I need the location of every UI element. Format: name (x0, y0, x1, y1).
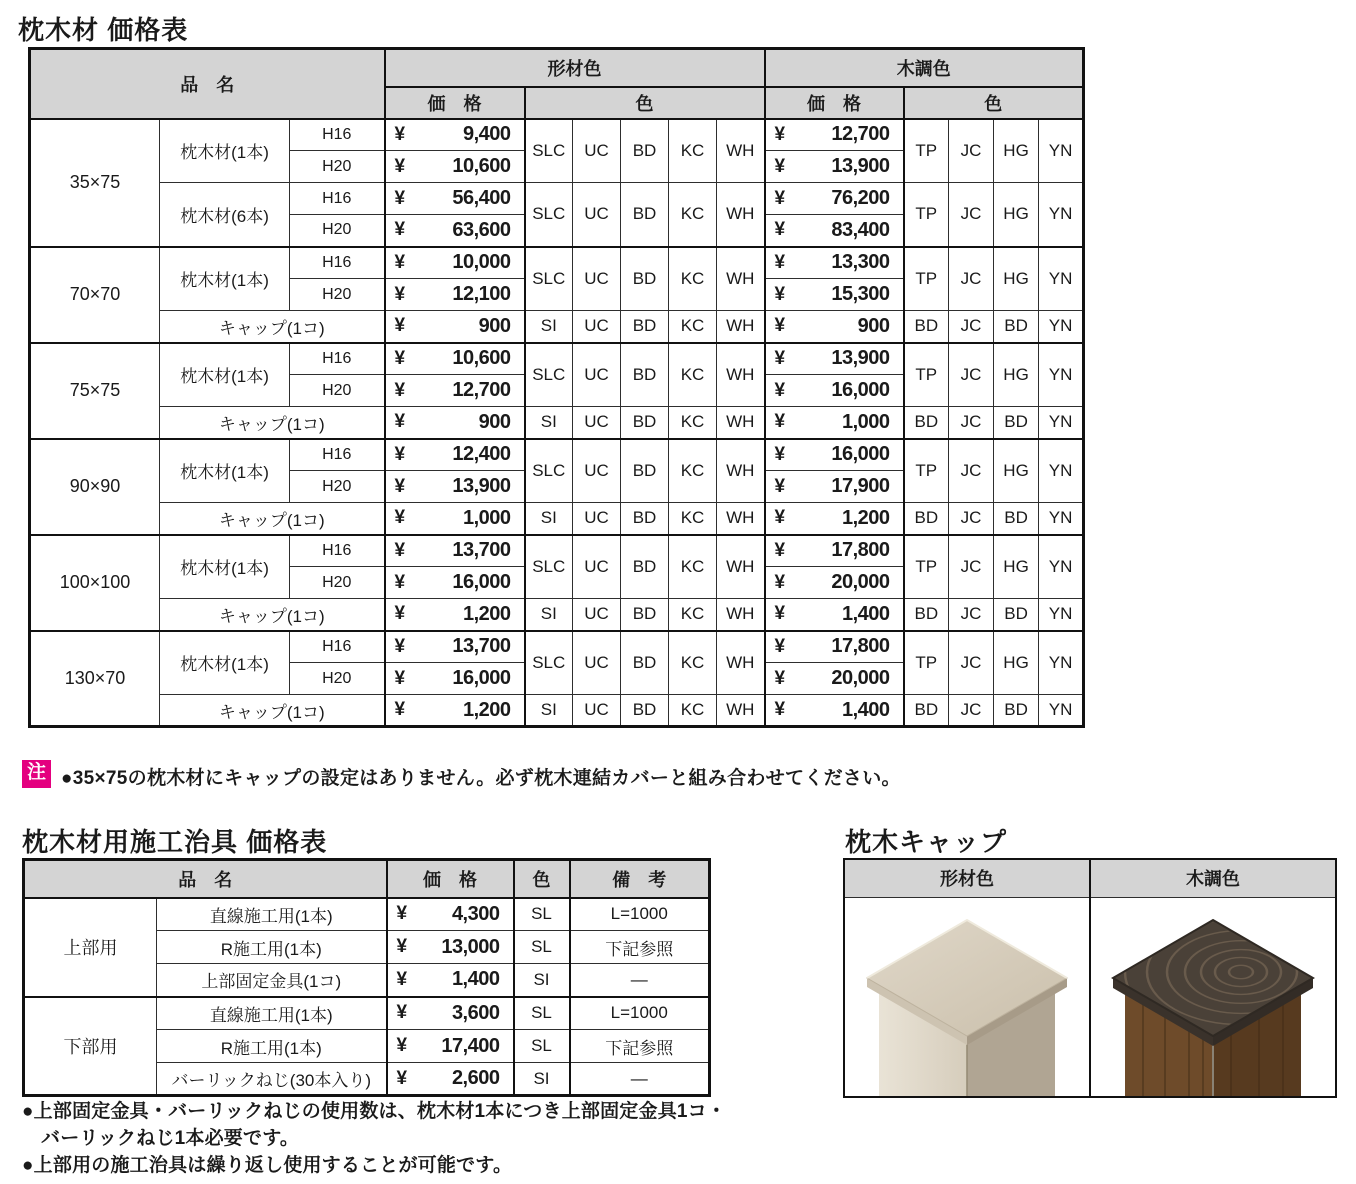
color-code-cell: JC (949, 407, 994, 439)
cap-name-cell: キャップ(1コ) (160, 695, 385, 727)
color-code-cell: TP (904, 119, 949, 183)
color-code-cell: SLC (525, 535, 573, 599)
price-cell: ¥ 12,700 (385, 375, 525, 407)
color-code-cell: BD (621, 343, 669, 407)
yen-symbol: ¥ (774, 507, 786, 529)
price-cell: ¥ 16,000 (385, 567, 525, 599)
yen-symbol: ¥ (774, 699, 786, 720)
color-code-cell: HG (994, 439, 1039, 503)
height-cell: H16 (290, 183, 385, 215)
color-code-cell: KC (669, 311, 717, 343)
color-code-cell: SI (525, 599, 573, 631)
color-code-cell: SL (514, 1030, 570, 1063)
price-cell: ¥ 17,900 (765, 471, 904, 503)
color-code-cell: SLC (525, 247, 573, 311)
product-name-cell: 枕木材(1本) (160, 631, 290, 695)
color-code-cell: SI (525, 407, 573, 439)
color-code-cell: KC (669, 439, 717, 503)
yen-symbol: ¥ (394, 347, 406, 369)
price-cell: ¥ 83,400 (765, 215, 904, 247)
size-cell: 35×75 (30, 119, 160, 247)
color-code-cell: BD (621, 407, 669, 439)
color-code-cell: JC (949, 535, 994, 599)
color-code-cell: YN (1039, 311, 1084, 343)
color-code-cell: KC (669, 119, 717, 183)
product-name-cell: 枕木材(1本) (160, 247, 290, 311)
color-code-cell: HG (994, 343, 1039, 407)
price-cell: ¥ 20,000 (765, 663, 904, 695)
remark-cell: ― (570, 964, 710, 997)
color-code-cell: UC (573, 695, 621, 727)
color-code-cell: UC (573, 535, 621, 599)
color-code-cell: JC (949, 695, 994, 727)
yen-symbol: ¥ (396, 936, 408, 957)
yen-symbol: ¥ (394, 603, 406, 625)
yen-symbol: ¥ (774, 635, 786, 657)
color-code-cell: UC (573, 439, 621, 503)
color-code-cell: UC (573, 503, 621, 535)
color-code-cell: JC (949, 119, 994, 183)
color-code-cell: SL (514, 898, 570, 931)
color-code-cell: TP (904, 343, 949, 407)
yen-symbol: ¥ (394, 251, 406, 273)
yen-symbol: ¥ (394, 379, 406, 401)
color-code-cell: UC (573, 247, 621, 311)
color-code-cell: BD (904, 599, 949, 631)
color-code-cell: WH (717, 311, 765, 343)
header-color: 色 (904, 87, 1084, 119)
color-code-cell: KC (669, 183, 717, 247)
price-cell: ¥ 20,000 (765, 567, 904, 599)
height-cell: H20 (290, 567, 385, 599)
size-cell: 100×100 (30, 535, 160, 631)
yen-symbol: ¥ (774, 539, 786, 561)
size-cell: 130×70 (30, 631, 160, 727)
price-cell: ¥ 13,900 (765, 343, 904, 375)
price-cell: ¥ 13,000 (387, 931, 514, 964)
yen-symbol: ¥ (396, 1002, 408, 1024)
color-code-cell: WH (717, 631, 765, 695)
yen-symbol: ¥ (394, 219, 406, 241)
yen-symbol: ¥ (394, 283, 406, 305)
color-code-cell: KC (669, 247, 717, 311)
color-code-cell: WH (717, 599, 765, 631)
color-code-cell: UC (573, 311, 621, 343)
color-code-cell: BD (621, 439, 669, 503)
caution-note (22, 760, 901, 790)
color-code-cell: BD (994, 311, 1039, 343)
color-code-cell: YN (1039, 439, 1084, 503)
price-cell: ¥ 63,600 (385, 215, 525, 247)
color-code-cell: HG (994, 535, 1039, 599)
bottom-note-line: ●上部固定金具・バーリックねじの使用数は、枕木材1本につき上部固定金具1コ・バーリックねじ1本必要です。 (22, 1101, 727, 1149)
yen-symbol: ¥ (774, 347, 786, 369)
yen-symbol: ¥ (396, 903, 408, 925)
color-code-cell: SLC (525, 183, 573, 247)
price-cell: ¥ 17,400 (387, 1030, 514, 1063)
product-name-cell: 上部固定金具(1コ) (157, 964, 387, 997)
profile-color-cap-image (845, 900, 1089, 1096)
group-cell: 下部用 (24, 997, 157, 1096)
header-price: 価 格 (385, 87, 525, 119)
header-profile-color: 形材色 (844, 859, 1090, 897)
price-cell: ¥ 13,300 (765, 247, 904, 279)
color-code-cell: YN (1039, 183, 1084, 247)
color-code-cell: WH (717, 535, 765, 599)
height-cell: H16 (290, 247, 385, 279)
price-cell: ¥ 17,800 (765, 535, 904, 567)
product-name-cell: 枕木材(6本) (160, 183, 290, 247)
color-code-cell: KC (669, 599, 717, 631)
price-cell: ¥ 4,300 (387, 898, 514, 931)
color-code-cell: TP (904, 439, 949, 503)
yen-symbol: ¥ (394, 539, 406, 561)
color-code-cell: UC (573, 183, 621, 247)
yen-symbol: ¥ (394, 155, 406, 177)
header-product-name: 品 名 (24, 860, 387, 898)
yen-symbol: ¥ (774, 155, 786, 177)
price-cell: ¥ 12,400 (385, 439, 525, 471)
height-cell: H16 (290, 119, 385, 151)
price-cell: ¥ 12,700 (765, 119, 904, 151)
product-name-cell: 枕木材(1本) (160, 343, 290, 407)
price-cell: ¥ 3,600 (387, 997, 514, 1030)
page-title-cap: 枕木キャップ (845, 827, 1008, 857)
yen-symbol: ¥ (396, 1067, 408, 1089)
price-cell: ¥ 1,200 (765, 503, 904, 535)
price-cell: ¥ 76,200 (765, 183, 904, 215)
yen-symbol: ¥ (774, 315, 786, 337)
remark-cell: L=1000 (570, 898, 710, 931)
remark-cell: ― (570, 1063, 710, 1096)
color-code-cell: JC (949, 183, 994, 247)
yen-symbol: ¥ (774, 571, 786, 593)
header-product-name: 品 名 (30, 49, 385, 119)
color-code-cell: SL (514, 931, 570, 964)
yen-symbol: ¥ (774, 603, 786, 625)
color-code-cell: BD (621, 183, 669, 247)
cap-name-cell: キャップ(1コ) (160, 503, 385, 535)
product-name-cell: 枕木材(1本) (160, 439, 290, 503)
header-price: 価 格 (387, 860, 514, 898)
color-code-cell: BD (621, 247, 669, 311)
color-code-cell: JC (949, 631, 994, 695)
height-cell: H20 (290, 215, 385, 247)
color-code-cell: SLC (525, 343, 573, 407)
yen-symbol: ¥ (394, 123, 406, 145)
yen-symbol: ¥ (396, 968, 408, 990)
yen-symbol: ¥ (394, 699, 406, 720)
header-wood-color: 木調色 (1090, 859, 1336, 897)
height-cell: H20 (290, 151, 385, 183)
page-title-sleeper-price: 枕木材 価格表 (18, 15, 189, 45)
page-title-jig-price: 枕木材用施工治具 価格表 (22, 827, 328, 857)
color-code-cell: HG (994, 247, 1039, 311)
price-cell: ¥ 1,200 (385, 599, 525, 631)
price-cell: ¥ 1,000 (765, 407, 904, 439)
color-code-cell: BD (621, 695, 669, 727)
price-cell: ¥ 10,600 (385, 151, 525, 183)
color-code-cell: YN (1039, 535, 1084, 599)
color-code-cell: TP (904, 247, 949, 311)
yen-symbol: ¥ (394, 635, 406, 657)
size-cell: 70×70 (30, 247, 160, 343)
color-code-cell: JC (949, 439, 994, 503)
price-cell: ¥ 13,900 (385, 471, 525, 503)
price-cell: ¥ 13,900 (765, 151, 904, 183)
color-code-cell: SLC (525, 631, 573, 695)
color-code-cell: BD (994, 599, 1039, 631)
color-code-cell: SI (525, 695, 573, 727)
price-cell: ¥ 56,400 (385, 183, 525, 215)
price-cell: ¥ 900 (765, 311, 904, 343)
color-code-cell: BD (621, 503, 669, 535)
color-code-cell: BD (994, 695, 1039, 727)
price-cell: ¥ 2,600 (387, 1063, 514, 1096)
color-code-cell: BD (994, 407, 1039, 439)
yen-symbol: ¥ (774, 443, 786, 465)
yen-symbol: ¥ (394, 315, 406, 337)
note-badge: 注 (22, 760, 51, 788)
jig-price-table (22, 858, 711, 1097)
header-wood-color: 木調色 (765, 49, 1084, 87)
color-code-cell: WH (717, 247, 765, 311)
color-code-cell: YN (1039, 343, 1084, 407)
color-code-cell: KC (669, 631, 717, 695)
color-code-cell: SLC (525, 119, 573, 183)
height-cell: H16 (290, 631, 385, 663)
yen-symbol: ¥ (774, 475, 786, 497)
height-cell: H16 (290, 439, 385, 471)
color-code-cell: BD (904, 407, 949, 439)
price-cell: ¥ 13,700 (385, 631, 525, 663)
height-cell: H16 (290, 535, 385, 567)
color-code-cell: UC (573, 407, 621, 439)
note-text: ●35×75の枕木材にキャップの設定はありません。必ず枕木連結カバーと組み合わせてください。 (61, 768, 901, 789)
color-code-cell: YN (1039, 631, 1084, 695)
price-cell: ¥ 16,000 (765, 439, 904, 471)
color-code-cell: KC (669, 695, 717, 727)
remark-cell: L=1000 (570, 997, 710, 1030)
product-name-cell: R施工用(1本) (157, 931, 387, 964)
cap-color-table (843, 858, 1337, 1098)
header-profile-color: 形材色 (385, 49, 765, 87)
header-remarks: 備 考 (570, 860, 710, 898)
color-code-cell: SI (525, 503, 573, 535)
color-code-cell: SI (525, 311, 573, 343)
color-code-cell: SI (514, 964, 570, 997)
yen-symbol: ¥ (394, 667, 406, 689)
color-code-cell: YN (1039, 503, 1084, 535)
product-name-cell: 枕木材(1本) (160, 535, 290, 599)
price-cell: ¥ 900 (385, 311, 525, 343)
bottom-notes (22, 1098, 730, 1179)
color-code-cell: BD (621, 599, 669, 631)
color-code-cell: KC (669, 343, 717, 407)
price-cell: ¥ 17,800 (765, 631, 904, 663)
color-code-cell: UC (573, 631, 621, 695)
color-code-cell: WH (717, 183, 765, 247)
cap-name-cell: キャップ(1コ) (160, 311, 385, 343)
color-code-cell: HG (994, 119, 1039, 183)
size-cell: 90×90 (30, 439, 160, 535)
color-code-cell: WH (717, 119, 765, 183)
color-code-cell: KC (669, 535, 717, 599)
header-color: 色 (525, 87, 765, 119)
color-code-cell: WH (717, 439, 765, 503)
color-code-cell: BD (994, 503, 1039, 535)
height-cell: H20 (290, 471, 385, 503)
color-code-cell: BD (621, 119, 669, 183)
group-cell: 上部用 (24, 898, 157, 997)
color-code-cell: BD (904, 695, 949, 727)
bottom-note-line: ●上部用の施工治具は繰り返し使用することが可能です。 (22, 1155, 513, 1176)
wood-color-cap-image (1091, 900, 1335, 1096)
header-price: 価 格 (765, 87, 904, 119)
price-cell: ¥ 12,100 (385, 279, 525, 311)
sleeper-price-table (28, 47, 1085, 728)
height-cell: H20 (290, 663, 385, 695)
color-code-cell: WH (717, 503, 765, 535)
color-code-cell: SI (514, 1063, 570, 1096)
cap-name-cell: キャップ(1コ) (160, 599, 385, 631)
color-code-cell: BD (621, 631, 669, 695)
yen-symbol: ¥ (394, 475, 406, 497)
color-code-cell: KC (669, 503, 717, 535)
product-name-cell: バーリックねじ(30本入り) (157, 1063, 387, 1096)
color-code-cell: YN (1039, 599, 1084, 631)
color-code-cell: TP (904, 535, 949, 599)
color-code-cell: KC (669, 407, 717, 439)
yen-symbol: ¥ (774, 219, 786, 241)
header-color: 色 (514, 860, 570, 898)
color-code-cell: JC (949, 503, 994, 535)
remark-cell: 下記参照 (570, 931, 710, 964)
size-cell: 75×75 (30, 343, 160, 439)
product-name-cell: 直線施工用(1本) (157, 898, 387, 931)
yen-symbol: ¥ (774, 667, 786, 689)
yen-symbol: ¥ (774, 379, 786, 401)
color-code-cell: BD (904, 311, 949, 343)
yen-symbol: ¥ (394, 571, 406, 593)
yen-symbol: ¥ (394, 187, 406, 209)
yen-symbol: ¥ (394, 507, 406, 529)
price-cell: ¥ 900 (385, 407, 525, 439)
color-code-cell: YN (1039, 247, 1084, 311)
product-name-cell: 直線施工用(1本) (157, 997, 387, 1030)
color-code-cell: JC (949, 311, 994, 343)
yen-symbol: ¥ (394, 443, 406, 465)
yen-symbol: ¥ (774, 251, 786, 273)
color-code-cell: BD (904, 503, 949, 535)
price-cell: ¥ 10,000 (385, 247, 525, 279)
yen-symbol: ¥ (774, 123, 786, 145)
height-cell: H16 (290, 343, 385, 375)
yen-symbol: ¥ (394, 411, 406, 433)
color-code-cell: SL (514, 997, 570, 1030)
color-code-cell: JC (949, 247, 994, 311)
color-code-cell: HG (994, 183, 1039, 247)
color-code-cell: TP (904, 631, 949, 695)
color-code-cell: TP (904, 183, 949, 247)
price-cell: ¥ 13,700 (385, 535, 525, 567)
price-cell: ¥ 1,400 (765, 695, 904, 727)
price-cell: ¥ 10,600 (385, 343, 525, 375)
yen-symbol: ¥ (774, 411, 786, 433)
price-cell: ¥ 1,400 (765, 599, 904, 631)
price-cell: ¥ 16,000 (765, 375, 904, 407)
cap-photo-wood-color (1090, 897, 1336, 1097)
height-cell: H20 (290, 279, 385, 311)
yen-symbol: ¥ (396, 1035, 408, 1056)
price-cell: ¥ 1,000 (385, 503, 525, 535)
color-code-cell: SLC (525, 439, 573, 503)
color-code-cell: WH (717, 343, 765, 407)
price-cell: ¥ 16,000 (385, 663, 525, 695)
yen-symbol: ¥ (774, 283, 786, 305)
color-code-cell: WH (717, 695, 765, 727)
color-code-cell: HG (994, 631, 1039, 695)
color-code-cell: BD (621, 311, 669, 343)
color-code-cell: WH (717, 407, 765, 439)
height-cell: H20 (290, 375, 385, 407)
price-cell: ¥ 1,200 (385, 695, 525, 727)
cap-photo-profile-color (844, 897, 1090, 1097)
color-code-cell: YN (1039, 119, 1084, 183)
product-name-cell: R施工用(1本) (157, 1030, 387, 1063)
remark-cell: 下記参照 (570, 1030, 710, 1063)
yen-symbol: ¥ (774, 187, 786, 209)
color-code-cell: YN (1039, 407, 1084, 439)
color-code-cell: UC (573, 119, 621, 183)
color-code-cell: JC (949, 343, 994, 407)
price-cell: ¥ 1,400 (387, 964, 514, 997)
cap-name-cell: キャップ(1コ) (160, 407, 385, 439)
color-code-cell: JC (949, 599, 994, 631)
color-code-cell: UC (573, 599, 621, 631)
price-cell: ¥ 9,400 (385, 119, 525, 151)
product-name-cell: 枕木材(1本) (160, 119, 290, 183)
price-cell: ¥ 15,300 (765, 279, 904, 311)
color-code-cell: BD (621, 535, 669, 599)
color-code-cell: YN (1039, 695, 1084, 727)
color-code-cell: UC (573, 343, 621, 407)
